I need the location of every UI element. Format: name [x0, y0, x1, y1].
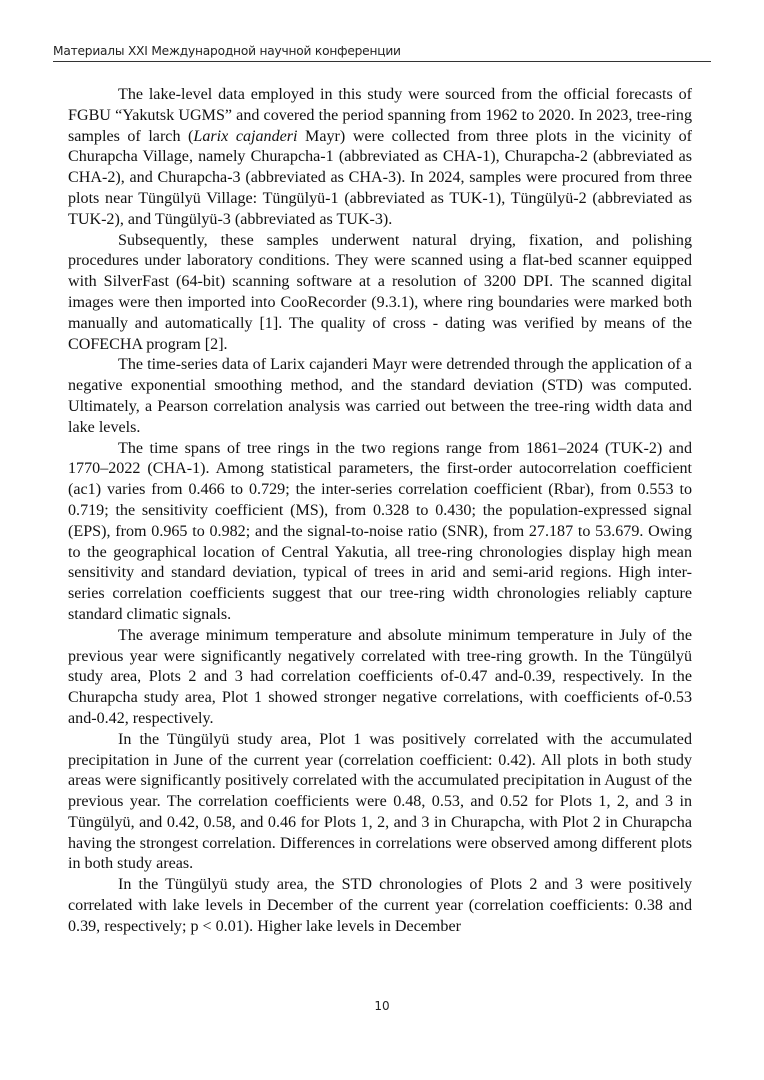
- paragraph-precipitation: In the Tüngülyü study area, Plot 1 was positively correlated with the accumulated precipitation in June of the current year (correlation coefficient: 0.42). All plots in both study areas were significantly positively correlated with the accumulated precipitation in August of the previous year. The correlation coefficients were 0.48, 0.53, and 0.52 for Plots 1, 2, and 3 in Tüngülyü, and 0.42, 0.58, and 0.46 for Plots 1, 2, and 3 in Churapcha, with Plot 2 in Churapcha having the strongest correlation. Differences in correlations were observed among different plots in both study areas.: [68, 730, 692, 873]
- page-number: 10: [374, 999, 390, 1013]
- paragraph-sample-processing: Subsequently, these samples underwent natural drying, fixation, and polishing procedures under laboratory conditions. They were scanned using a flat-bed scanner equipped with SilverFast (64-bit) scanning software at a resolution of 3200 DPI. The scanned digital images were then imported into CooRecorder (9.3.1), where ring boundaries were marked both manually and automatically [1]. The quality of cross - dating was verified by means of the COFECHA program [2].: [68, 231, 692, 353]
- paragraph-text: Mayr) were collected from three plots in the vicinity of Churapcha Village, namely Churapcha-1 (abbreviated as CHA-1), Churapcha-2 (abbreviated as CHA-2), and Churapcha-3 (abbreviated as CHA-3). In 2024, samples were procured from three plots near Tüngülyü Village: Tüngülyü-1 (abbreviated as TUK-1), Tüngülyü-2 (abbreviated as TUK-2), and Tüngülyü-3 (abbreviated as TUK-3).: [68, 127, 692, 228]
- body-text: [68, 85, 692, 938]
- paragraph-detrending: The time-series data of Larix cajanderi Mayr were detrended through the application of a negative exponential smoothing method, and the standard deviation (STD) was computed. Ultimately, a Pearson correlation analysis was carried out between the tree-ring width data and lake levels.: [68, 356, 692, 436]
- paragraph-statistics: The time spans of tree rings in the two regions range from 1861–2024 (TUK-2) and 1770–2022 (CHA-1). Among statistical parameters, the first-order autocorrelation coefficient (ac1) varies from 0.466 to 0.729; the inter-series correlation coefficient (Rbar), from 0.553 to 0.719; the sensitivity coefficient (MS), from 0.328 to 0.430; the population-expressed signal (EPS), from 0.965 to 0.982; and the signal-to-noise ratio (SNR), from 27.187 to 53.679. Owing to the geographical location of Central Yakutia, all tree-ring chronologies display high mean sensitivity and standard deviation, typical of trees in arid and semi-arid regions. High inter-series correlation coefficients suggest that our tree-ring width chronologies reliably capture standard climatic signals.: [68, 439, 692, 623]
- running-header-title: Материалы XXI Международной научной конференции: [53, 44, 401, 58]
- paragraph-text: The lake-level data employed in this study were sourced from the official forecasts of FGBU “Yakutsk UGMS” and covered the period spanning from 1962 to 2020. In 2023, tree-ring samples of larch (: [68, 86, 692, 145]
- species-name-italic: Larix cajanderi: [193, 127, 298, 145]
- paragraph-lake-levels: In the Tüngülyü study area, the STD chronologies of Plots 2 and 3 were positively correlated with lake levels in December of the current year (correlation coefficients: 0.38 and 0.39, respectively; p < 0.01). Higher lake levels in December: [68, 876, 692, 935]
- running-header: [53, 44, 711, 62]
- paragraph-data-sources: [68, 85, 692, 231]
- paragraph-temperature: The average minimum temperature and absolute minimum temperature in July of the previous year were significantly negatively correlated with tree-ring growth. In the Tüngülyü study area, Plots 2 and 3 had correlation coefficients of-0.47 and-0.39, respectively. In the Churapcha study area, Plot 1 showed stronger negative correlations, with coefficients of-0.53 and-0.42, respectively.: [68, 626, 692, 727]
